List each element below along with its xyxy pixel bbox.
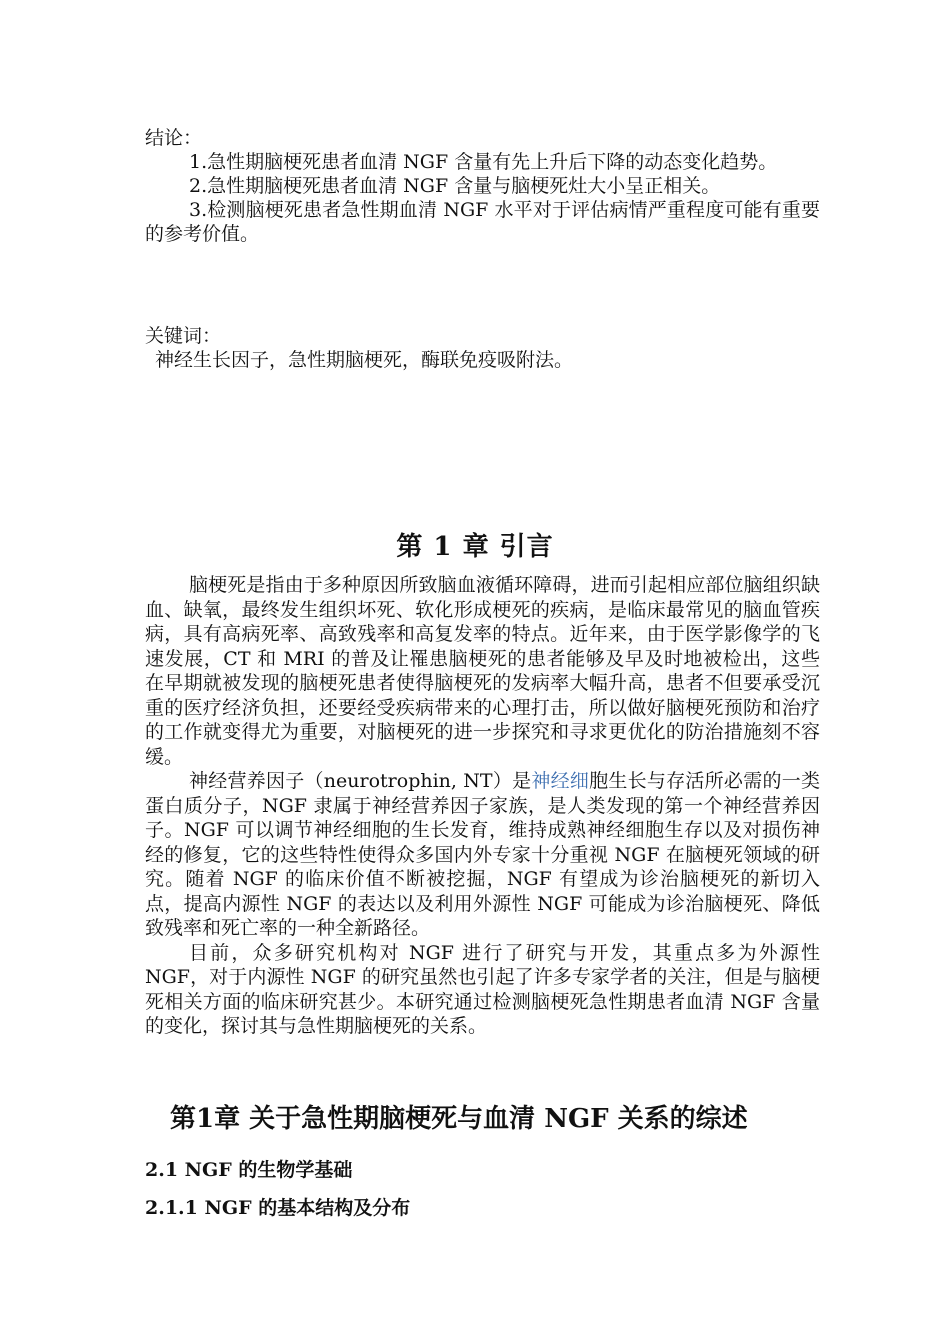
conclusion-item: 1.急性期脑梗死患者血清 NGF 含量有先上升后下降的动态变化趋势。 [189,151,778,173]
conclusion-item: 3.检测脑梗死患者急性期血清 NGF 水平对于评估病情严重程度可能有重要的参考价值。 [145,199,820,245]
paragraph-text: 神经营养因子（neurotrophin, NT）是 [189,770,532,792]
conclusion-item: 2.急性期脑梗死患者血清 NGF 含量与脑梗死灶大小呈正相关。 [189,175,721,197]
paragraph-text: 胞生长与存活所必需的一类蛋白质分子，NGF 隶属于神经营养因子家族，是人类发现的第一个神经营养因子。NGF 可以调节神经细胞的生长发育，维持成熟神经细胞生存以及对损伤神经的修复，它的这些特性使得众多国内外专家十分重视 NGF 在脑梗死领域的研究。随着 NGF 的临床价值不断被挖掘，NGF 有望成为诊治脑梗死的新切入点，提高内源性 NGF 的表达以及利用外源性 NGF 可能成为诊治脑梗死、降低致残率和死亡率的一种全新路径。 [145,770,820,939]
body-paragraph [145,769,820,941]
conclusion-section [145,126,820,246]
keywords-text: 神经生长因子，急性期脑梗死，酶联免疫吸附法。 [155,349,574,371]
section-heading: 2.1 NGF 的生物学基础 [145,1159,353,1181]
keywords-label: 关键词： [145,325,222,347]
chapter-title-review: 第1章 关于急性期脑梗死与血清 NGF 关系的综述 [170,1104,748,1134]
chapter-title: 第 1 章 引言 [396,532,554,562]
body-paragraph: 目前，众多研究机构对 NGF 进行了研究与开发，其重点多为外源性 NGF，对于内源性 NGF 的研究虽然也引起了许多专家学者的关注，但是与脑梗死相关方面的临床研究甚少。本研究通过检测脑梗死急性期患者血清 NGF 含量的变化，探讨其与急性期脑梗死的关系。 [145,941,820,1037]
chapter-body [145,573,820,1039]
term-link[interactable]: 神经细 [531,770,590,792]
keywords-section [145,324,820,372]
conclusion-label: 结论： [145,127,203,149]
body-paragraph: 脑梗死是指由于多种原因所致脑血液循环障碍，进而引起相应部位脑组织缺血、缺氧，最终发生组织坏死、软化形成梗死的疾病，是临床最常见的脑血管疾病，具有高病死率、高致残率和高复发率的特点。近年来，由于医学影像学的飞速发展，CT 和 MRI 的普及让罹患脑梗死的患者能够及早及时地被检出，这些在早期就被发现的脑梗死患者使得脑梗死的发病率大幅升高，患者不但要承受沉重的医疗经济负担，还要经受疾病带来的心理打击，所以做好脑梗死预防和治疗的工作就变得尤为重要，对脑梗死的进一步探究和寻求更优化的防治措施刻不容缓。 [145,574,820,768]
subsection-heading: 2.1.1 NGF 的基本结构及分布 [145,1197,411,1219]
